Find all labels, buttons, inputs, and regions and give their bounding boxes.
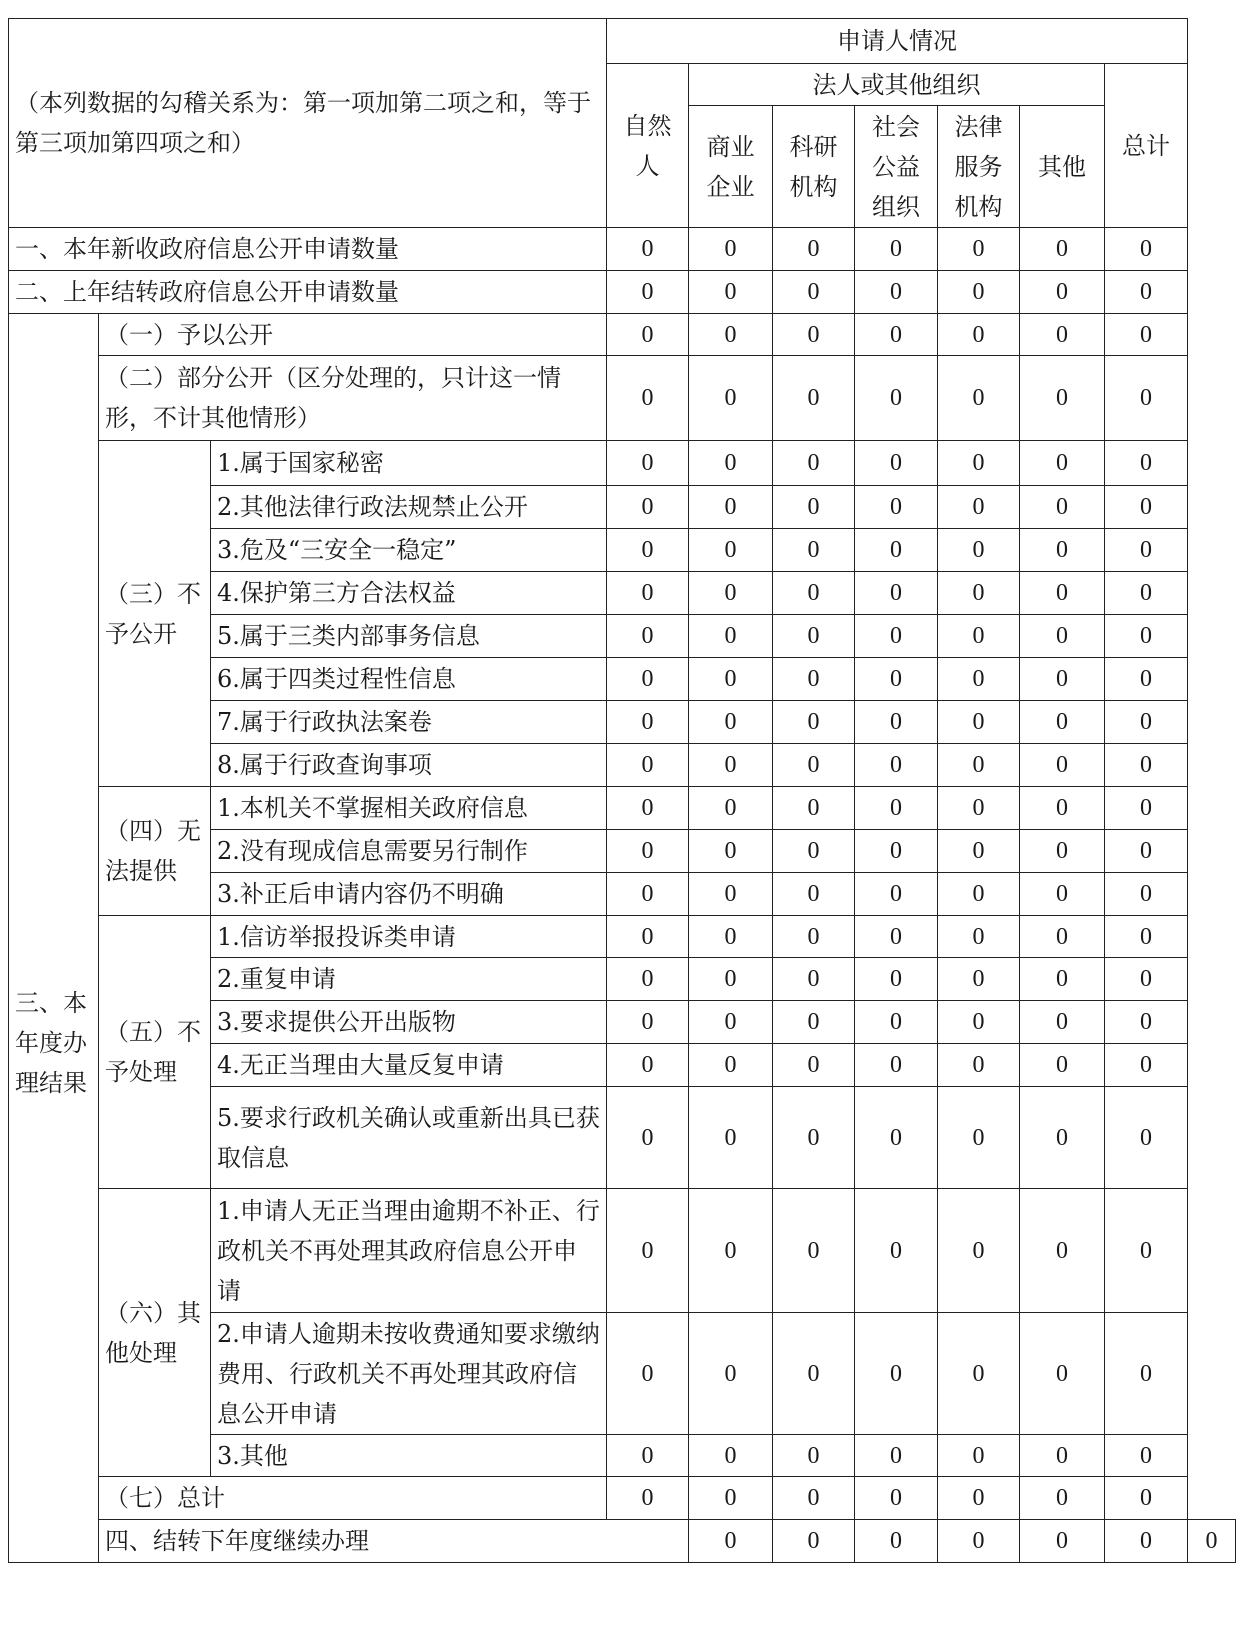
row-label: （二）部分公开（区分处理的，只计这一情形，不计其他情形） xyxy=(99,356,607,441)
value-cell: 0 xyxy=(689,1001,773,1044)
row-label: 4.无正当理由大量反复申请 xyxy=(211,1044,607,1087)
value-cell: 0 xyxy=(607,787,689,830)
row-label: 1.本机关不掌握相关政府信息 xyxy=(211,787,607,830)
row-label: 5.要求行政机关确认或重新出具已获取信息 xyxy=(211,1087,607,1189)
row-label: 7.属于行政执法案卷 xyxy=(211,701,607,744)
value-cell: 0 xyxy=(1105,615,1188,658)
value-cell: 0 xyxy=(855,314,938,356)
value-cell: 0 xyxy=(1020,441,1105,486)
value-cell: 0 xyxy=(607,1313,689,1435)
col-natural-person: 自然人 xyxy=(607,64,689,228)
value-cell: 0 xyxy=(773,314,855,356)
row-label: 2.其他法律行政法规禁止公开 xyxy=(211,486,607,529)
value-cell: 0 xyxy=(855,958,938,1001)
value-cell: 0 xyxy=(607,873,689,916)
value-cell: 0 xyxy=(689,572,773,615)
value-cell: 0 xyxy=(689,314,773,356)
value-cell: 0 xyxy=(607,529,689,572)
value-cell: 0 xyxy=(1105,916,1188,958)
table-row xyxy=(9,314,1236,356)
value-cell: 0 xyxy=(773,830,855,873)
value-cell: 0 xyxy=(855,529,938,572)
value-cell: 0 xyxy=(938,441,1020,486)
value-cell: 0 xyxy=(1105,701,1188,744)
row-label: 2.申请人逾期未按收费通知要求缴纳费用、行政机关不再处理其政府信息公开申请 xyxy=(211,1313,607,1435)
value-cell: 0 xyxy=(607,271,689,314)
value-cell: 0 xyxy=(938,916,1020,958)
value-cell: 0 xyxy=(607,1001,689,1044)
group-4-label: （四）无法提供 xyxy=(99,787,211,916)
legal-or-other-header: 法人或其他组织 xyxy=(689,64,1105,106)
section-3-label: 三、本年度办理结果 xyxy=(9,314,99,1563)
value-cell: 0 xyxy=(1020,830,1105,873)
value-cell: 0 xyxy=(855,271,938,314)
value-cell: 0 xyxy=(855,356,938,441)
value-cell: 0 xyxy=(773,1189,855,1313)
value-cell: 0 xyxy=(607,916,689,958)
value-cell: 0 xyxy=(1020,658,1105,701)
value-cell: 0 xyxy=(607,314,689,356)
table-row xyxy=(9,441,1236,486)
value-cell: 0 xyxy=(1020,314,1105,356)
value-cell: 0 xyxy=(607,486,689,529)
value-cell: 0 xyxy=(689,916,773,958)
value-cell: 0 xyxy=(773,873,855,916)
value-cell: 0 xyxy=(773,916,855,958)
value-cell: 0 xyxy=(1020,787,1105,830)
value-cell: 0 xyxy=(855,486,938,529)
col-total: 总计 xyxy=(1105,64,1188,228)
value-cell: 0 xyxy=(1020,916,1105,958)
row-label: 1.属于国家秘密 xyxy=(211,441,607,486)
value-cell: 0 xyxy=(773,572,855,615)
value-cell: 0 xyxy=(773,787,855,830)
value-cell: 0 xyxy=(1020,1001,1105,1044)
value-cell: 0 xyxy=(607,1477,689,1520)
value-cell: 0 xyxy=(855,1435,938,1477)
value-cell: 0 xyxy=(855,1044,938,1087)
value-cell: 0 xyxy=(773,958,855,1001)
value-cell: 0 xyxy=(689,1044,773,1087)
table-row xyxy=(9,228,1236,271)
value-cell: 0 xyxy=(1020,1189,1105,1313)
value-cell: 0 xyxy=(1105,441,1188,486)
value-cell: 0 xyxy=(855,572,938,615)
value-cell: 0 xyxy=(773,1087,855,1189)
col-public-welfare: 社会公益组织 xyxy=(855,106,938,228)
value-cell: 0 xyxy=(855,441,938,486)
value-cell: 0 xyxy=(607,744,689,787)
value-cell: 0 xyxy=(773,529,855,572)
row-label: 3.危及“三安全一稳定” xyxy=(211,529,607,572)
value-cell: 0 xyxy=(607,701,689,744)
row-label: 2.重复申请 xyxy=(211,958,607,1001)
value-cell: 0 xyxy=(1020,701,1105,744)
row-label: 3.其他 xyxy=(211,1435,607,1477)
value-cell: 0 xyxy=(1105,873,1188,916)
value-cell: 0 xyxy=(1105,1189,1188,1313)
value-cell: 0 xyxy=(607,1435,689,1477)
value-cell: 0 xyxy=(938,1313,1020,1435)
table-row xyxy=(9,1520,1236,1563)
value-cell: 0 xyxy=(1020,958,1105,1001)
col-research: 科研机构 xyxy=(773,106,855,228)
value-cell: 0 xyxy=(938,228,1020,271)
value-cell: 0 xyxy=(1020,1313,1105,1435)
value-cell: 0 xyxy=(773,1001,855,1044)
value-cell: 0 xyxy=(938,958,1020,1001)
row-label: 5.属于三类内部事务信息 xyxy=(211,615,607,658)
row-label: 四、结转下年度继续办理 xyxy=(99,1520,689,1563)
value-cell: 0 xyxy=(1105,1477,1188,1520)
value-cell: 0 xyxy=(1020,1477,1105,1520)
applicant-info-header: 申请人情况 xyxy=(607,19,1188,64)
value-cell: 0 xyxy=(1105,1435,1188,1477)
value-cell: 0 xyxy=(855,1313,938,1435)
value-cell: 0 xyxy=(689,1313,773,1435)
value-cell: 0 xyxy=(689,228,773,271)
row-label: 一、本年新收政府信息公开申请数量 xyxy=(9,228,607,271)
value-cell: 0 xyxy=(855,658,938,701)
value-cell: 0 xyxy=(938,486,1020,529)
row-label: 8.属于行政查询事项 xyxy=(211,744,607,787)
value-cell: 0 xyxy=(855,615,938,658)
value-cell: 0 xyxy=(689,830,773,873)
value-cell: 0 xyxy=(689,958,773,1001)
value-cell: 0 xyxy=(855,1189,938,1313)
value-cell: 0 xyxy=(773,486,855,529)
value-cell: 0 xyxy=(1105,958,1188,1001)
group-3-label: （三）不予公开 xyxy=(99,441,211,787)
value-cell: 0 xyxy=(607,615,689,658)
value-cell: 0 xyxy=(1105,744,1188,787)
value-cell: 0 xyxy=(1020,228,1105,271)
value-cell: 0 xyxy=(855,228,938,271)
value-cell: 0 xyxy=(855,1001,938,1044)
value-cell: 0 xyxy=(1020,1087,1105,1189)
value-cell: 0 xyxy=(855,916,938,958)
value-cell: 0 xyxy=(689,486,773,529)
value-cell: 0 xyxy=(1105,314,1188,356)
value-cell: 0 xyxy=(689,787,773,830)
row-label: 6.属于四类过程性信息 xyxy=(211,658,607,701)
value-cell: 0 xyxy=(938,873,1020,916)
value-cell: 0 xyxy=(938,1189,1020,1313)
value-cell: 0 xyxy=(689,873,773,916)
value-cell: 0 xyxy=(607,228,689,271)
row-label: 3.补正后申请内容仍不明确 xyxy=(211,873,607,916)
value-cell: 0 xyxy=(689,701,773,744)
row-label: 1.信访举报投诉类申请 xyxy=(211,916,607,958)
row-label: 2.没有现成信息需要另行制作 xyxy=(211,830,607,873)
table-row xyxy=(9,1189,1236,1313)
row-label: 4.保护第三方合法权益 xyxy=(211,572,607,615)
value-cell: 0 xyxy=(855,1477,938,1520)
value-cell: 0 xyxy=(938,787,1020,830)
value-cell: 0 xyxy=(1020,744,1105,787)
value-cell: 0 xyxy=(855,1520,938,1563)
value-cell: 0 xyxy=(773,271,855,314)
value-cell: 0 xyxy=(855,830,938,873)
value-cell: 0 xyxy=(938,658,1020,701)
table-row xyxy=(9,356,1236,441)
row-label: （一）予以公开 xyxy=(99,314,607,356)
value-cell: 0 xyxy=(1020,1044,1105,1087)
value-cell: 0 xyxy=(1020,486,1105,529)
row-label: 二、上年结转政府信息公开申请数量 xyxy=(9,271,607,314)
value-cell: 0 xyxy=(938,1477,1020,1520)
value-cell: 0 xyxy=(855,787,938,830)
value-cell: 0 xyxy=(607,958,689,1001)
value-cell: 0 xyxy=(773,441,855,486)
value-cell: 0 xyxy=(855,744,938,787)
table-row xyxy=(9,787,1236,830)
value-cell: 0 xyxy=(607,572,689,615)
value-cell: 0 xyxy=(607,356,689,441)
value-cell: 0 xyxy=(938,529,1020,572)
value-cell: 0 xyxy=(855,701,938,744)
value-cell: 0 xyxy=(773,1044,855,1087)
value-cell: 0 xyxy=(1105,1044,1188,1087)
value-cell: 0 xyxy=(689,441,773,486)
value-cell: 0 xyxy=(689,744,773,787)
value-cell: 0 xyxy=(1188,1520,1236,1563)
value-cell: 0 xyxy=(1020,271,1105,314)
value-cell: 0 xyxy=(689,1477,773,1520)
disclosure-report-table xyxy=(8,18,1236,1563)
value-cell: 0 xyxy=(1020,1435,1105,1477)
value-cell: 0 xyxy=(1105,1520,1188,1563)
value-cell: 0 xyxy=(1105,486,1188,529)
value-cell: 0 xyxy=(689,1435,773,1477)
value-cell: 0 xyxy=(607,658,689,701)
value-cell: 0 xyxy=(855,1087,938,1189)
table-row xyxy=(9,1477,1236,1520)
value-cell: 0 xyxy=(1020,873,1105,916)
row-label: 1.申请人无正当理由逾期不补正、行政机关不再处理其政府信息公开申请 xyxy=(211,1189,607,1313)
value-cell: 0 xyxy=(1020,572,1105,615)
value-cell: 0 xyxy=(773,1520,855,1563)
group-6-label: （六）其他处理 xyxy=(99,1189,211,1477)
value-cell: 0 xyxy=(938,1087,1020,1189)
col-legal-service: 法律服务机构 xyxy=(938,106,1020,228)
value-cell: 0 xyxy=(689,615,773,658)
value-cell: 0 xyxy=(938,701,1020,744)
note-cell: （本列数据的勾稽关系为：第一项加第二项之和，等于第三项加第四项之和） xyxy=(9,19,607,228)
value-cell: 0 xyxy=(607,441,689,486)
value-cell: 0 xyxy=(607,830,689,873)
value-cell: 0 xyxy=(938,1001,1020,1044)
value-cell: 0 xyxy=(773,1477,855,1520)
value-cell: 0 xyxy=(607,1044,689,1087)
value-cell: 0 xyxy=(689,1087,773,1189)
value-cell: 0 xyxy=(1105,830,1188,873)
value-cell: 0 xyxy=(938,1044,1020,1087)
value-cell: 0 xyxy=(773,615,855,658)
value-cell: 0 xyxy=(855,873,938,916)
value-cell: 0 xyxy=(938,615,1020,658)
value-cell: 0 xyxy=(773,1313,855,1435)
value-cell: 0 xyxy=(1105,1313,1188,1435)
value-cell: 0 xyxy=(607,1087,689,1189)
value-cell: 0 xyxy=(773,356,855,441)
col-commercial: 商业企业 xyxy=(689,106,773,228)
value-cell: 0 xyxy=(1020,529,1105,572)
value-cell: 0 xyxy=(1020,1520,1105,1563)
value-cell: 0 xyxy=(773,701,855,744)
table-row xyxy=(9,916,1236,958)
value-cell: 0 xyxy=(689,271,773,314)
group-5-label: （五）不予处理 xyxy=(99,916,211,1189)
row-label: （七）总计 xyxy=(99,1477,607,1520)
value-cell: 0 xyxy=(1020,615,1105,658)
value-cell: 0 xyxy=(938,271,1020,314)
value-cell: 0 xyxy=(1105,572,1188,615)
value-cell: 0 xyxy=(689,356,773,441)
value-cell: 0 xyxy=(938,356,1020,441)
value-cell: 0 xyxy=(1105,658,1188,701)
table-row xyxy=(9,271,1236,314)
value-cell: 0 xyxy=(938,744,1020,787)
value-cell: 0 xyxy=(1105,356,1188,441)
header-row-1 xyxy=(9,19,1236,64)
value-cell: 0 xyxy=(1105,529,1188,572)
value-cell: 0 xyxy=(938,1435,1020,1477)
value-cell: 0 xyxy=(689,529,773,572)
value-cell: 0 xyxy=(1105,787,1188,830)
value-cell: 0 xyxy=(1105,228,1188,271)
value-cell: 0 xyxy=(689,1520,773,1563)
value-cell: 0 xyxy=(938,572,1020,615)
value-cell: 0 xyxy=(773,658,855,701)
value-cell: 0 xyxy=(1105,1087,1188,1189)
value-cell: 0 xyxy=(938,1520,1020,1563)
value-cell: 0 xyxy=(1020,356,1105,441)
value-cell: 0 xyxy=(773,228,855,271)
col-other: 其他 xyxy=(1020,106,1105,228)
value-cell: 0 xyxy=(689,658,773,701)
row-label: 3.要求提供公开出版物 xyxy=(211,1001,607,1044)
value-cell: 0 xyxy=(938,314,1020,356)
value-cell: 0 xyxy=(607,1189,689,1313)
value-cell: 0 xyxy=(773,1435,855,1477)
value-cell: 0 xyxy=(1105,1001,1188,1044)
value-cell: 0 xyxy=(689,1189,773,1313)
value-cell: 0 xyxy=(773,744,855,787)
value-cell: 0 xyxy=(938,830,1020,873)
value-cell: 0 xyxy=(1105,271,1188,314)
